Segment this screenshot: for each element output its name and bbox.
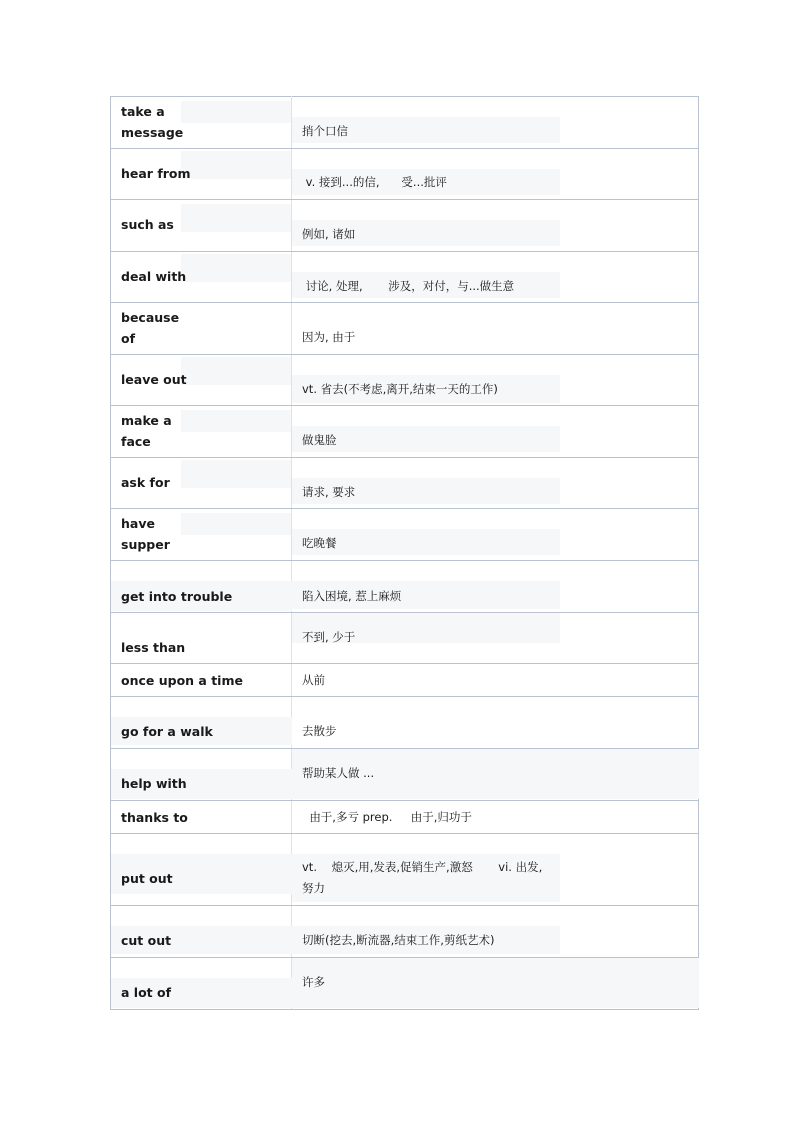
phrase-text: because of [121, 310, 180, 346]
table-row [111, 303, 699, 355]
phrase-text: take a message [121, 104, 184, 140]
phrase-cell [111, 697, 292, 749]
phrase-cell [111, 664, 292, 697]
phrase-cell [111, 149, 292, 200]
meaning-cell [292, 149, 699, 200]
phrase-text: help with [121, 776, 187, 791]
table-row [111, 406, 699, 458]
meaning-cell [292, 613, 699, 664]
phrase-cell [111, 97, 292, 149]
meaning-cell [292, 252, 699, 303]
table-row [111, 252, 699, 303]
phrase-cell [111, 749, 292, 801]
table-row [111, 906, 699, 958]
meaning-cell [292, 509, 699, 561]
table-row [111, 834, 699, 906]
table-row [111, 458, 699, 509]
meaning-cell [292, 355, 699, 406]
phrase-text: ask for [121, 475, 170, 490]
meaning-cell [292, 200, 699, 252]
meaning-text: 吃晚餐 [302, 536, 337, 550]
meaning-text: 陷入困境, 惹上麻烦 [302, 589, 402, 603]
vocabulary-table-body [111, 97, 699, 1010]
phrase-text: leave out [121, 372, 187, 387]
table-row [111, 801, 699, 834]
meaning-cell [292, 697, 699, 749]
meaning-cell [292, 561, 699, 613]
meaning-text: 例如, 诸如 [302, 227, 356, 241]
meaning-text: 去散步 [302, 724, 337, 738]
meaning-cell [292, 906, 699, 958]
phrase-text: cut out [121, 933, 172, 948]
meaning-text: 捎个口信 [302, 124, 348, 138]
meaning-cell [292, 406, 699, 458]
meaning-cell [292, 458, 699, 509]
table-row [111, 561, 699, 613]
phrase-text: such as [121, 217, 174, 232]
meaning-text: 请求, 要求 [302, 485, 356, 499]
table-row [111, 697, 699, 749]
meaning-cell [292, 834, 699, 906]
phrase-cell [111, 906, 292, 958]
meaning-text: vt. 省去(不考虑,离开,结束一天的工作) [302, 382, 498, 396]
phrase-text: a lot of [121, 985, 172, 1000]
table-row [111, 97, 699, 149]
phrase-cell [111, 509, 292, 561]
phrase-text: once upon a time [121, 673, 243, 688]
vocabulary-table [110, 96, 699, 1010]
phrase-cell [111, 303, 292, 355]
meaning-text: v. 接到...的信, 受...批评 [302, 175, 447, 189]
meaning-cell [292, 958, 699, 1010]
phrase-cell [111, 252, 292, 303]
phrase-text: deal with [121, 269, 187, 284]
meaning-cell [292, 303, 699, 355]
phrase-cell [111, 561, 292, 613]
meaning-text: 帮助某人做 ... [302, 766, 375, 780]
meaning-text: 做鬼脸 [302, 433, 337, 447]
phrase-cell [111, 200, 292, 252]
meaning-cell [292, 801, 699, 834]
phrase-cell [111, 613, 292, 664]
table-row [111, 149, 699, 200]
phrase-text: thanks to [121, 810, 188, 825]
meaning-text: 不到, 少于 [302, 630, 356, 644]
phrase-text: go for a walk [121, 724, 213, 739]
meaning-text: vt. 熄灭,用,发表,促销生产,激怒 vi. 出发, 努力 [302, 860, 543, 895]
meaning-text: 讨论, 处理, 涉及，对付，与...做生意 [302, 279, 515, 293]
document-page [110, 96, 698, 1010]
table-row [111, 200, 699, 252]
meaning-text: 由于,多亏 prep. 由于,归功于 [302, 810, 472, 824]
meaning-cell [292, 97, 699, 149]
phrase-text: get into trouble [121, 589, 233, 604]
meaning-cell [292, 664, 699, 697]
table-row [111, 509, 699, 561]
phrase-cell [111, 406, 292, 458]
table-row [111, 958, 699, 1010]
table-row [111, 664, 699, 697]
phrase-text: make a face [121, 413, 172, 449]
phrase-cell [111, 958, 292, 1010]
phrase-cell [111, 458, 292, 509]
meaning-text: 从前 [302, 673, 325, 687]
meaning-text: 因为, 由于 [302, 330, 356, 344]
meaning-text: 切断(挖去,断流器,结束工作,剪纸艺术) [302, 933, 495, 947]
phrase-text: hear from [121, 166, 191, 181]
meaning-cell [292, 749, 699, 801]
phrase-cell [111, 834, 292, 906]
phrase-cell [111, 355, 292, 406]
meaning-text: 许多 [302, 975, 325, 989]
phrase-cell [111, 801, 292, 834]
table-row [111, 613, 699, 664]
table-row [111, 355, 699, 406]
phrase-text: put out [121, 871, 173, 886]
phrase-text: less than [121, 640, 186, 655]
phrase-text: have supper [121, 516, 170, 552]
table-row [111, 749, 699, 801]
